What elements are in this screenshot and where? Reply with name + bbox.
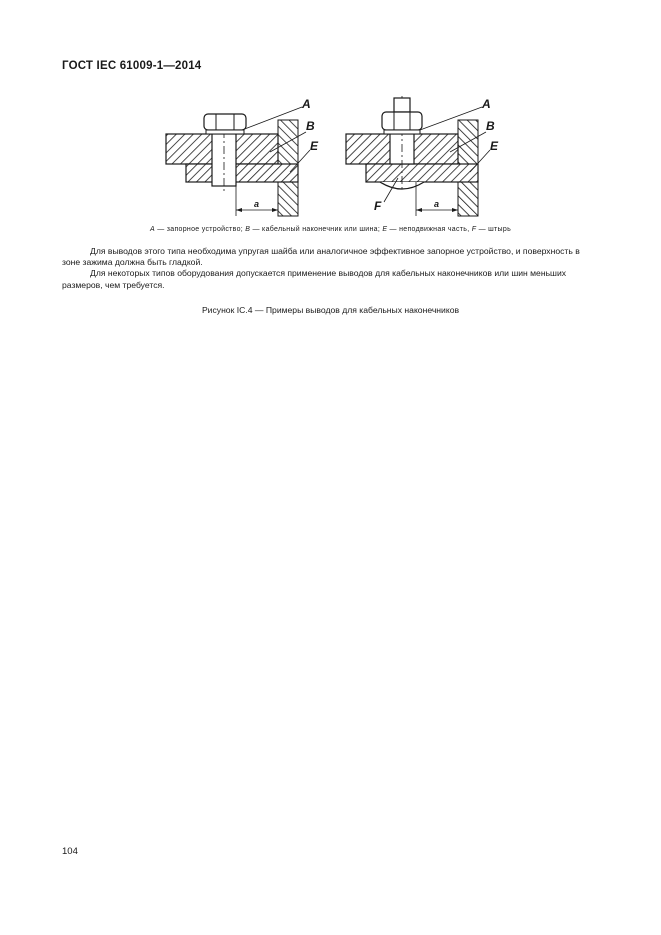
legend-key-b: B: [245, 226, 251, 233]
document-header: ГОСТ IEC 61009-1—2014: [62, 60, 202, 72]
legend-key-e: E: [382, 226, 388, 233]
paragraph-2: Для некоторых типов оборудования допускается применение выводов для кабельных наконечников или шин меньших размеров, чем требуется.: [62, 268, 567, 290]
dimension-label-right: a: [434, 199, 440, 209]
label-a-left: A: [302, 97, 311, 111]
label-b-right: B: [486, 119, 495, 133]
stud-terminal-drawing: [346, 96, 499, 216]
legend-text-a: — запорное устройство;: [154, 226, 246, 233]
body-text: [62, 246, 599, 291]
figure-caption: Рисунок IC.4 — Примеры выводов для кабельных наконечников: [201, 305, 460, 315]
terminal-figure: [150, 92, 510, 222]
label-e-left: E: [310, 139, 319, 153]
label-a-right: A: [482, 97, 491, 111]
legend-key-a: A: [149, 226, 155, 233]
label-e-right: E: [490, 139, 499, 153]
bolt-terminal-drawing: [166, 97, 319, 216]
paragraph-1: Для выводов этого типа необходима упругая шайба или аналогичное эффективное запорное устройство, и поверхность в зоне зажима должна быть гладкой.: [62, 246, 580, 268]
legend-text-e: — неподвижная часть,: [387, 226, 472, 233]
page-number: 104: [62, 846, 78, 857]
label-f: F: [374, 199, 382, 213]
legend-text-b: — кабельный наконечник или шина;: [250, 226, 383, 233]
dimension-label-left: a: [254, 199, 260, 209]
legend-key-f: F: [471, 226, 477, 233]
figure-legend: [62, 226, 599, 233]
label-b-left: B: [306, 119, 315, 133]
legend-text-f: — штырь: [476, 226, 512, 233]
